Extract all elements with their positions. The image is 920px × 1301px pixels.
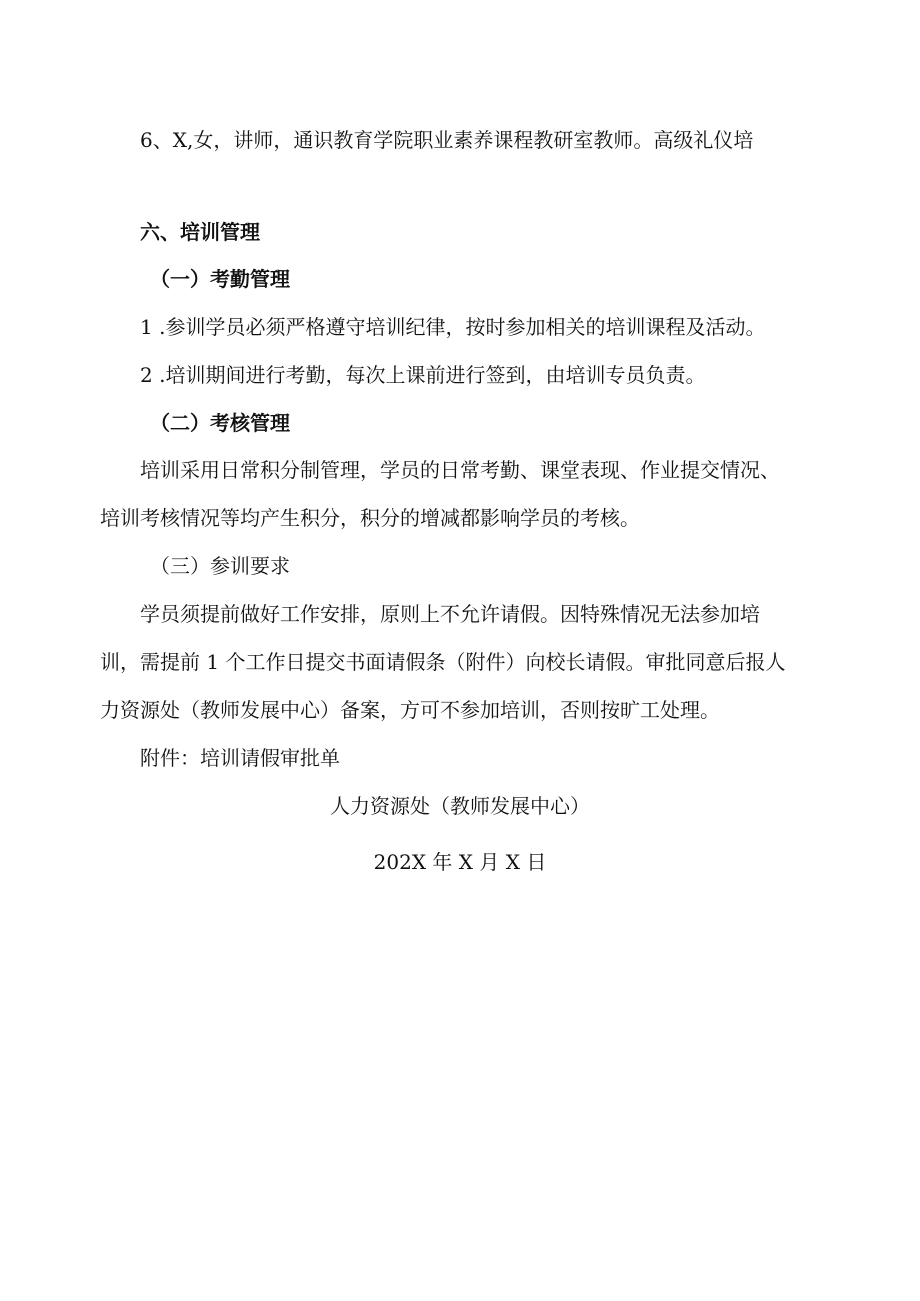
subsection-heading: （一）考勤管理 [150,267,290,291]
subsection-heading: （三）参训要求 [150,554,290,578]
paragraph-line: 训，需提前 1 个工作日提交书面请假条（附件）向校长请假。审批同意后报人 [100,650,786,674]
section-heading: 六、培训管理 [140,220,260,244]
issuing-department: 人力资源处（教师发展中心） [330,794,590,818]
subsection-heading: （二）考核管理 [150,411,290,435]
paragraph-line: 学员须提前做好工作安排，原则上不允许请假。因特殊情况无法参加培 [140,602,760,626]
document-date: 202X 年 X 月 X 日 [373,850,547,874]
paragraph-line: 培训考核情况等均产生积分，积分的增减都影响学员的考核。 [100,506,640,530]
attachment-note: 附件：培训请假审批单 [140,746,340,770]
instructor-entry: 6、X,女，讲师，通识教育学院职业素养课程教研室教师。高级礼仪培 [140,128,754,152]
paragraph-line: 力资源处（教师发展中心）备案，方可不参加培训，否则按旷工处理。 [100,698,720,722]
paragraph-line: 1 .参训学员必须严格遵守培训纪律，按时参加相关的培训课程及活动。 [140,315,766,339]
paragraph-line: 培训采用日常积分制管理，学员的日常考勤、课堂表现、作业提交情况、 [140,458,780,482]
paragraph-line: 2 .培训期间进行考勤，每次上课前进行签到，由培训专员负责。 [140,363,706,387]
